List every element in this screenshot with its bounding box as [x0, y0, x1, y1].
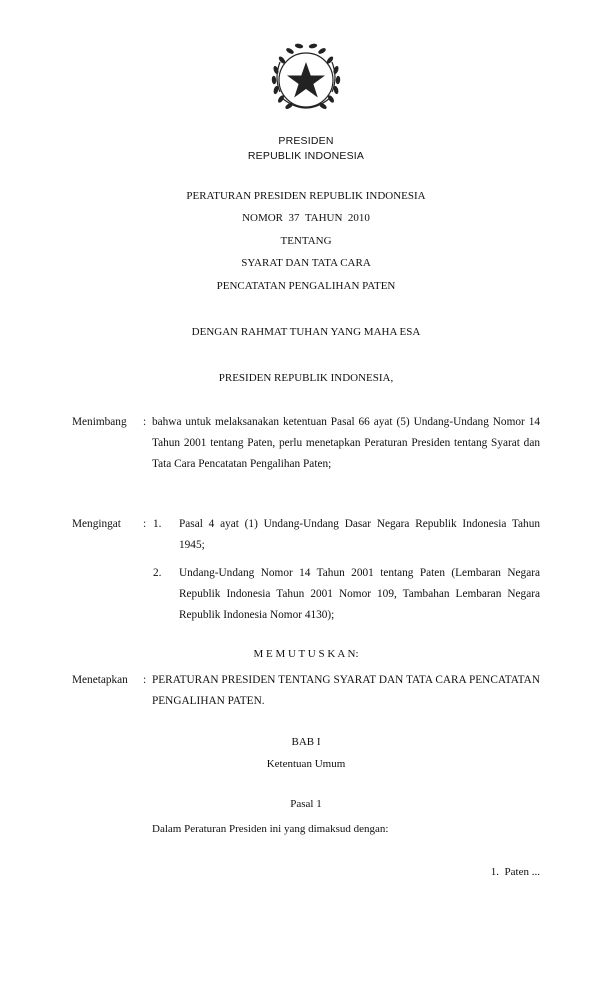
- president-heading: PRESIDEN REPUBLIK INDONESIA,: [218, 372, 394, 384]
- mengingat-label: Mengingat: [72, 518, 121, 530]
- memutuskan-heading: M E M U T U S K A N:: [253, 648, 359, 660]
- regulation-number: NOMOR 37 TAHUN 2010: [242, 212, 370, 224]
- regulation-title: PERATURAN PRESIDEN REPUBLIK INDONESIA: [186, 190, 426, 202]
- title-tentang: TENTANG: [280, 235, 332, 247]
- title-subject-2: PENCATATAN PENGALIHAN PATEN: [216, 280, 396, 292]
- menimbang-label: Menimbang: [72, 416, 127, 428]
- mengingat-item-2-text: Undang-Undang Nomor 14 Tahun 2001 tentang Paten (Lembaran Negara Republik Indonesia Tahun 2001 Nomor 109, Tambahan Lembaran Negara Republik Indonesia Nomor 4130);: [179, 567, 540, 621]
- menimbang-text: bahwa untuk melaksanakan ketentuan Pasal 66 ayat (5) Undang-Undang Nomor 14 Tahun 2001 tentang Paten, perlu menetapkan Peraturan Presiden tentang Syarat dan Tata Cara Pencatatan Pengalihan Paten;: [152, 416, 540, 470]
- bab-subtitle: Ketentuan Umum: [266, 758, 346, 770]
- mengingat-colon: :: [143, 518, 147, 530]
- menetapkan-label: Menetapkan: [72, 674, 128, 686]
- header-line-2: REPUBLIK INDONESIA: [247, 150, 365, 162]
- title-subject-1: SYARAT DAN TATA CARA: [241, 257, 371, 269]
- state-emblem: [266, 40, 346, 122]
- page-continuation: 1. Paten ...: [490, 866, 540, 878]
- menimbang-colon: :: [143, 416, 147, 428]
- bab-title: BAB I: [291, 736, 321, 748]
- pasal-intro: Dalam Peraturan Presiden ini yang dimaksud dengan:: [152, 823, 389, 835]
- menetapkan-text: PERATURAN PRESIDEN TENTANG SYARAT DAN TATA CARA PENCATATAN PENGALIHAN PATEN.: [152, 674, 546, 707]
- header-line-1: PRESIDEN: [278, 135, 334, 147]
- mengingat-item-2-num: 2.: [153, 567, 162, 579]
- mengingat-item-1-text: Pasal 4 ayat (1) Undang-Undang Dasar Negara Republik Indonesia Tahun 1945;: [179, 518, 540, 551]
- invocation: DENGAN RAHMAT TUHAN YANG MAHA ESA: [191, 326, 421, 338]
- pasal-title: Pasal 1: [290, 798, 322, 810]
- mengingat-item-1-num: 1.: [153, 518, 162, 530]
- menetapkan-colon: :: [143, 674, 147, 686]
